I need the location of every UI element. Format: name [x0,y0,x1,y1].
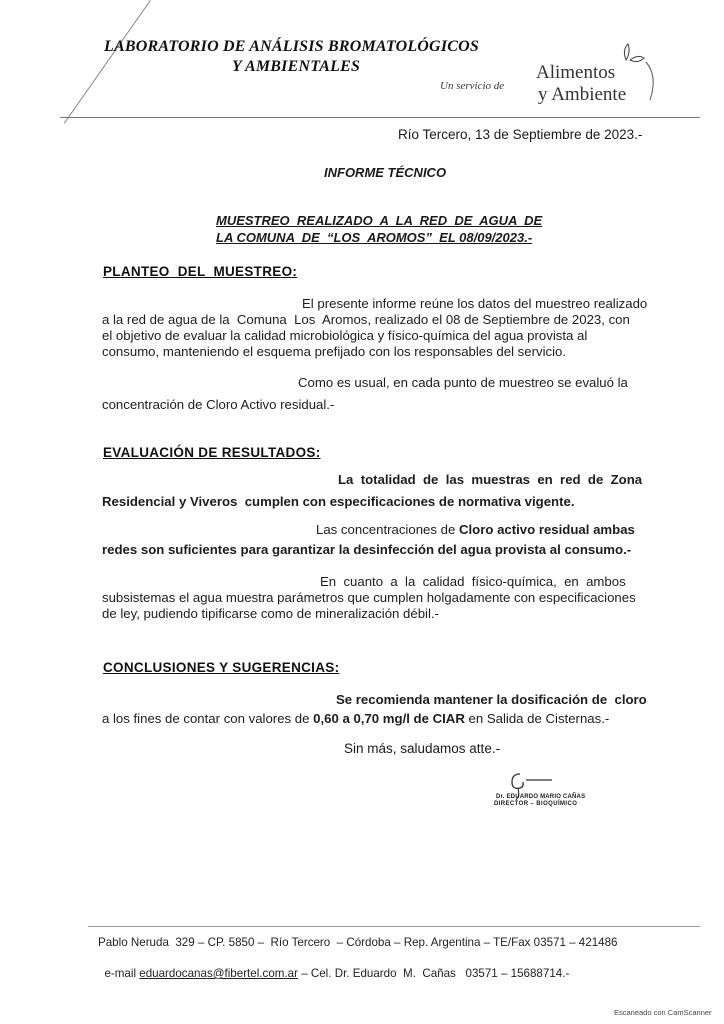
signature-block [490,770,610,820]
evaluacion-p2-l1-normal: Las concentraciones de [316,522,459,537]
place-date: Río Tercero, 13 de Septiembre de 2023.- [398,127,643,142]
service-of-label: Un servicio de [440,80,505,92]
evaluacion-paragraph-3 [102,574,668,622]
conclusiones-p1-l2 [102,711,672,727]
section-title-conclusiones: CONCLUSIONES Y SUGERENCIAS: [103,660,340,675]
evaluacion-p3-l3: de ley, pudiendo tipificarse como de mineralización débil.- [102,606,439,621]
conclusiones-paragraph-1 [102,692,672,727]
footer-rule [88,926,700,927]
signatory-role: DIRECTOR – BIOQUÍMICO [494,801,578,807]
planteo-p1-l2: a la red de agua de la Comuna Los Aromos, realizado el 08 de Septiembre de 2023, con [102,312,630,327]
logo-line1: Alimentos [536,62,616,83]
planteo-p1-l4: consumo, manteniendo el esquema prefijado con los responsables del servicio. [102,344,567,359]
evaluacion-p1-l2: Residencial y Viveros cumplen con especificaciones de normativa vigente. [102,494,575,509]
planteo-paragraph-2 [102,375,662,413]
subject-line1: MUESTREO REALIZADO A LA RED DE AGUA DE [216,213,543,228]
footer-contact [98,954,569,980]
lab-name-line1: LABORATORIO DE ANÁLISIS BROMATOLÓGICOS [104,38,479,55]
evaluacion-p2-l1 [102,522,672,538]
section-title-planteo: PLANTEO DEL MUESTREO: [103,264,298,279]
footer-email-prefix: e-mail [104,967,140,980]
report-type: INFORME TÉCNICO [324,165,447,180]
conclusiones-p1-l2-a: a los fines de contar con valores de [102,711,314,726]
evaluacion-p3-l2: subsistemas el agua muestra parámetros que cumplen holgadamente con especificaciones [102,590,636,605]
evaluacion-p2-l2: redes son suficientes para garantizar la desinfección del agua provista al consumo.- [102,542,632,557]
scan-diagonal-line [64,0,151,123]
evaluacion-p3-l1: En cuanto a la calidad físico-química, en ambos [320,574,626,589]
planteo-p2-l1: Como es usual, en cada punto de muestreo se evaluó la [298,375,628,390]
closing-text: Sin más, saludamos atte.- [344,741,501,756]
subject-line2: LA COMUNA DE “LOS AROMOS” EL 08/09/2023.- [216,230,533,245]
evaluacion-paragraph-2 [102,522,672,558]
lab-name-line2: Y AMBIENTALES [232,58,361,75]
planteo-p1-l1: El presente informe reúne los datos del muestreo realizado [302,296,648,311]
planteo-p1-l3: el objetivo de evaluar la calidad microbiológica y físico-química del agua provista al [102,328,588,343]
logo-line2: y Ambiente [538,84,627,105]
brand-logo [534,42,664,112]
footer-address: Pablo Neruda 329 – CP. 5850 – Río Tercero – Córdoba – Rep. Argentina – TE/Fax 03571 – 421486 [98,936,618,949]
evaluacion-p2-l1-bold: Cloro activo residual ambas [458,522,635,537]
conclusiones-p1-l2-c: en Salida de Cisternas.- [464,711,610,726]
scanner-watermark: Escaneado con CamScanner [614,1008,712,1017]
section-title-evaluacion: EVALUACIÓN DE RESULTADOS: [103,445,321,460]
conclusiones-p1-l2-b: 0,60 a 0,70 mg/l de CIAR [313,711,465,726]
evaluacion-paragraph-1 [102,472,672,510]
planteo-paragraph-1 [102,296,662,360]
evaluacion-p1-l1: La totalidad de las muestras en red de Zona [338,472,643,487]
footer-phone: – Cel. Dr. Eduardo M. Cañas 03571 – 15688714.- [297,967,570,980]
footer-email-link[interactable]: eduardocanas@fibertel.com.ar [139,967,298,980]
conclusiones-p1-l1: Se recomienda mantener la dosificación de cloro [336,692,647,707]
planteo-p2-l2: concentración de Cloro Activo residual.- [102,397,335,412]
header-rule [60,117,700,118]
signatory-name: Dr. EDUARDO MARIO CAÑAS [496,794,586,800]
